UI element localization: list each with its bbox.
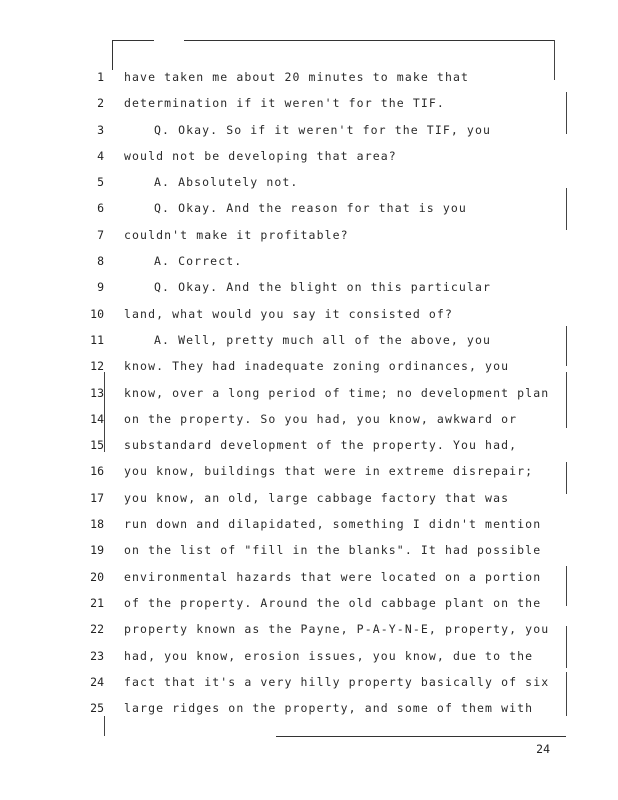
right-change-bar [554,40,555,80]
transcript-line: fact that it's a very hilly property basically of six [124,674,550,689]
line-number: 2 [97,96,104,111]
line-number: 11 [90,332,104,347]
transcript-line: determination if it weren't for the TIF. [124,96,445,111]
transcript-line: land, what would you say it consisted of? [124,306,453,321]
transcript-line: A. Well, pretty much all of the above, you [154,332,491,347]
transcript-line: Q. Okay. So if it weren't for the TIF, you [154,122,491,137]
transcript-line: couldn't make it profitable? [124,227,349,242]
line-number: 18 [90,517,104,532]
left-change-bar [104,716,105,736]
transcript-line: large ridges on the property, and some of them with [124,701,534,716]
transcript-line: know. They had inadequate zoning ordinances, you [124,359,510,374]
right-change-bar [566,188,567,230]
transcript-line: know, over a long period of time; no development plan [124,385,550,400]
frame-top-rule [184,40,555,41]
transcript-line: A. Correct. [154,254,243,269]
line-number: 24 [90,674,104,689]
line-number: 25 [90,701,104,716]
line-number: 12 [90,359,104,374]
transcript-line: you know, buildings that were in extreme disrepair; [124,464,534,479]
line-number: 7 [97,227,104,242]
frame-top-left-rule [112,40,154,41]
transcript-line: Q. Okay. And the blight on this particular [154,280,491,295]
line-number: 16 [90,464,104,479]
line-number: 13 [90,385,104,400]
transcript-line: would not be developing that area? [124,148,397,163]
right-change-bar [566,462,567,494]
right-change-bar [566,672,567,716]
transcript-line: on the property. So you had, you know, awkward or [124,411,518,426]
transcript-line: of the property. Around the old cabbage plant on the [124,595,542,610]
frame-left-rule [112,40,113,70]
line-number: 15 [90,438,104,453]
line-number: 22 [90,622,104,637]
transcript-line: Q. Okay. And the reason for that is you [154,201,467,216]
line-number: 14 [90,411,104,426]
line-number: 5 [97,175,104,190]
right-change-bar [566,626,567,668]
transcript-line: environmental hazards that were located on a portion [124,569,542,584]
transcript-line: run down and dilapidated, something I didn't mention [124,517,542,532]
transcript-line: have taken me about 20 minutes to make that [124,70,470,84]
line-number: 23 [90,648,104,663]
transcript-line: had, you know, erosion issues, you know, due to the [124,648,534,663]
right-change-bar [566,372,567,428]
right-change-bar [566,92,567,134]
line-number: 10 [90,306,104,321]
transcript-line: property known as the Payne, P-A-Y-N-E, property, you [124,622,550,637]
line-number: 4 [97,148,104,163]
left-change-bar [104,372,105,452]
transcript-line: you know, an old, large cabbage factory that was [124,490,510,505]
transcript-text [124,64,554,721]
line-number: 17 [90,490,104,505]
line-number: 19 [90,543,104,558]
right-change-bar [566,566,567,606]
transcript-line: substandard development of the property. You had, [124,438,518,453]
transcript-line: on the list of "fill in the blanks". It had possible [124,543,542,558]
page-number: 24 [536,742,550,756]
line-number: 9 [97,280,104,295]
line-number: 1 [97,70,104,84]
transcript-line: A. Absolutely not. [154,175,299,190]
line-number: 8 [97,254,104,269]
frame-bottom-rule [276,736,566,737]
line-number-column [78,64,104,721]
line-number: 21 [90,595,104,610]
line-number: 6 [97,201,104,216]
line-number: 20 [90,569,104,584]
line-number: 3 [97,122,104,137]
right-change-bar [566,326,567,366]
